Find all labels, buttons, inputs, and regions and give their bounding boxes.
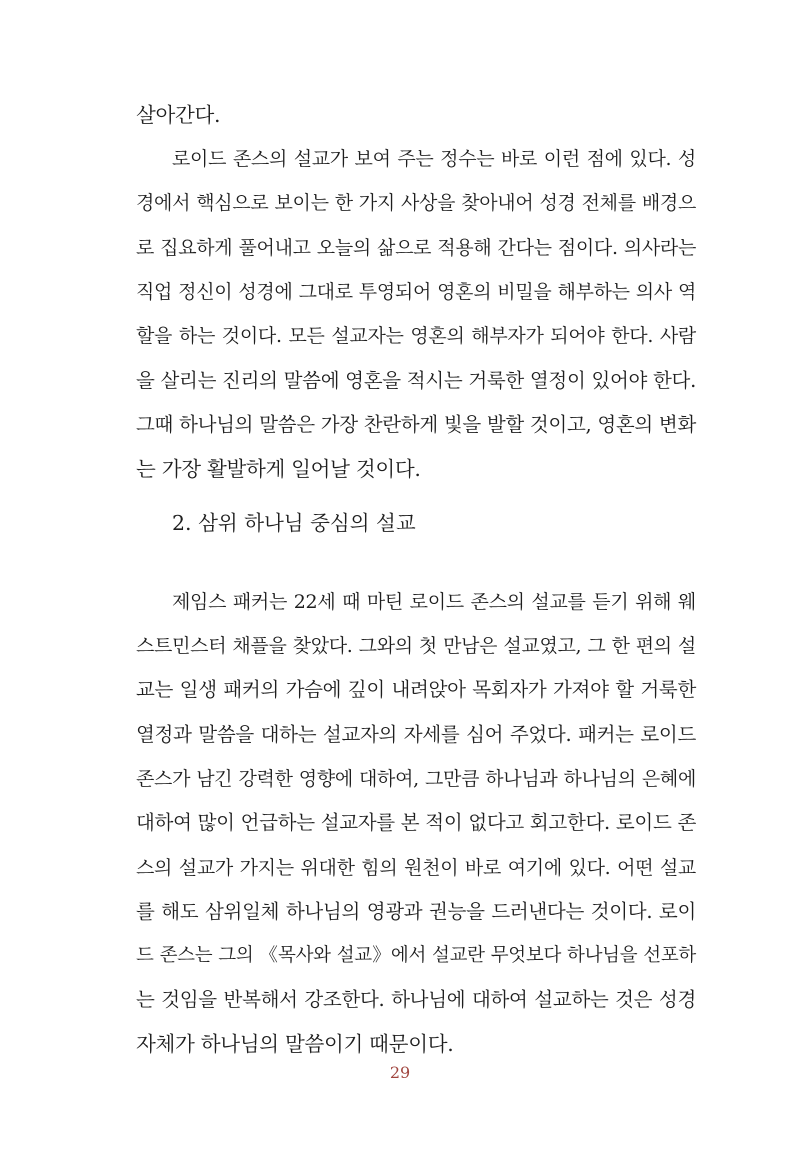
paragraph-2-line: 는 것임을 반복해서 강조한다. 하나님에 대하여 설교하는 것은 성경 [136,988,696,1011]
paragraph-1-line: 그때 하나님의 말씀은 가장 찬란하게 빛을 발할 것이고, 영혼의 변화 [136,413,696,436]
paragraph-1-line: 경에서 핵심으로 보이는 한 가지 사상을 찾아내어 성경 전체를 배경으 [136,192,696,214]
paragraph-1-line: 는 가장 활발하게 일어날 것이다. [136,457,421,481]
paragraph-2-line: 제임스 패커는 22세 때 마틴 로이드 존스의 설교를 듣기 위해 웨 [172,591,696,613]
section-heading: 2. 삼위 하나님 중심의 설교 [172,511,416,535]
paragraph-2-line: 스의 설교가 가지는 위대한 힘의 원천이 바로 여기에 있다. 어떤 설교 [136,857,696,879]
paragraph-2-line: 열정과 말씀을 대하는 설교자의 자세를 심어 주었다. 패커는 로이드 [136,723,696,746]
paragraph-2-line: 를 해도 삼위일체 하나님의 영광과 권능을 드러낸다는 것이다. 로이 [136,900,696,923]
paragraph-2-line: 스트민스터 채플을 찾았다. 그와의 첫 만남은 설교였고, 그 한 편의 설 [136,635,696,657]
paragraph-1-line: 직업 정신이 성경에 그대로 투영되어 영혼의 비밀을 해부하는 의사 역 [136,281,696,303]
page-number: 29 [389,1063,411,1082]
paragraph-2-line: 대하여 많이 언급하는 설교자를 본 적이 없다고 회고한다. 로이드 존 [136,811,696,834]
paragraph-1-line: 로이드 존스의 설교가 보여 주는 정수는 바로 이런 점에 있다. 성 [172,148,696,170]
intro-line: 살아간다. [136,103,221,127]
paragraph-2-line: 자체가 하나님의 말씀이기 때문이다. [136,1032,454,1056]
paragraph-2-line: 존스가 남긴 강력한 영향에 대하여, 그만큼 하나님과 하나님의 은혜에 [136,768,696,790]
paragraph-2-line: 교는 일생 패커의 가슴에 깊이 내려앉아 목회자가 가져야 할 거룩한 [136,678,696,701]
paragraph-2-line: 드 존스는 그의 《목사와 설교》에서 설교란 무엇보다 하나님을 선포하 [136,945,696,966]
paragraph-1-line: 을 살리는 진리의 말씀에 영혼을 적시는 거룩한 열정이 있어야 한다. [136,369,696,392]
paragraph-1-line: 할을 하는 것이다. 모든 설교자는 영혼의 해부자가 되어야 한다. 사람 [136,325,696,347]
paragraph-1-line: 로 집요하게 풀어내고 오늘의 삶으로 적용해 간다는 점이다. 의사라는 [136,237,696,259]
